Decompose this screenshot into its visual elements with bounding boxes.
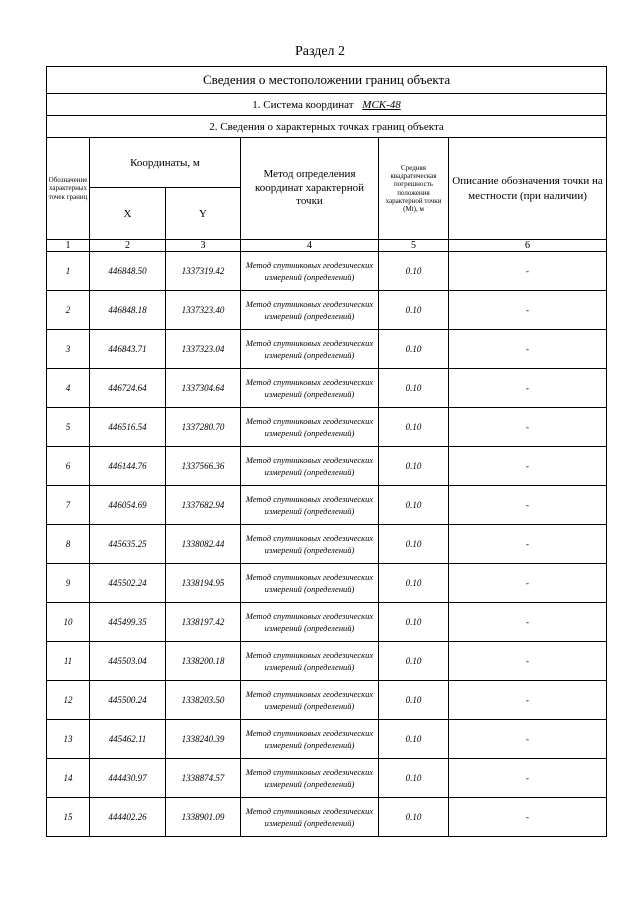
cell-coord-x: 446516.54 bbox=[90, 408, 166, 447]
cell-accuracy: 0.10 bbox=[379, 642, 449, 681]
column-number: 3 bbox=[166, 240, 241, 252]
cell-point-id: 6 bbox=[47, 447, 90, 486]
cell-coord-y: 1338874.57 bbox=[166, 759, 241, 798]
cell-coord-y: 1337280.70 bbox=[166, 408, 241, 447]
column-number: 2 bbox=[90, 240, 166, 252]
cell-method: Метод спутниковых геодезических измерений (определений) bbox=[241, 603, 379, 642]
table-row bbox=[47, 681, 607, 720]
cell-coord-y: 1338194.95 bbox=[166, 564, 241, 603]
cell-coord-x: 446848.50 bbox=[90, 252, 166, 291]
cell-point-id: 5 bbox=[47, 408, 90, 447]
table-row bbox=[47, 603, 607, 642]
cell-accuracy: 0.10 bbox=[379, 603, 449, 642]
cell-method: Метод спутниковых геодезических измерений (определений) bbox=[241, 798, 379, 837]
cell-coord-y: 1337566.36 bbox=[166, 447, 241, 486]
cell-coord-x: 446843.71 bbox=[90, 330, 166, 369]
cell-point-id: 11 bbox=[47, 642, 90, 681]
table-row bbox=[47, 642, 607, 681]
cell-point-id: 12 bbox=[47, 681, 90, 720]
cell-desc: - bbox=[449, 798, 607, 837]
cell-coord-y: 1337319.42 bbox=[166, 252, 241, 291]
cell-coord-x: 444430.97 bbox=[90, 759, 166, 798]
cell-coord-y: 1338082.44 bbox=[166, 525, 241, 564]
cell-point-id: 8 bbox=[47, 525, 90, 564]
cell-desc: - bbox=[449, 369, 607, 408]
header-description: Описание обозначения точки на местности (при наличии) bbox=[449, 138, 607, 240]
cell-accuracy: 0.10 bbox=[379, 486, 449, 525]
table-row bbox=[47, 252, 607, 291]
cell-coord-x: 445503.04 bbox=[90, 642, 166, 681]
cell-coord-x: 444402.26 bbox=[90, 798, 166, 837]
table-body bbox=[47, 252, 607, 837]
cell-accuracy: 0.10 bbox=[379, 447, 449, 486]
cell-desc: - bbox=[449, 759, 607, 798]
table-row bbox=[47, 369, 607, 408]
cell-method: Метод спутниковых геодезических измерений (определений) bbox=[241, 525, 379, 564]
cell-desc: - bbox=[449, 681, 607, 720]
cell-point-id: 15 bbox=[47, 798, 90, 837]
table-row bbox=[47, 720, 607, 759]
cell-accuracy: 0.10 bbox=[379, 369, 449, 408]
cell-desc: - bbox=[449, 525, 607, 564]
cell-point-id: 9 bbox=[47, 564, 90, 603]
cell-desc: - bbox=[449, 447, 607, 486]
cell-desc: - bbox=[449, 252, 607, 291]
coord-system-value: МСК-48 bbox=[362, 98, 401, 111]
cell-point-id: 1 bbox=[47, 252, 90, 291]
table-row bbox=[47, 798, 607, 837]
cell-accuracy: 0.10 bbox=[379, 798, 449, 837]
cell-coord-x: 445502.24 bbox=[90, 564, 166, 603]
cell-method: Метод спутниковых геодезических измерений (определений) bbox=[241, 642, 379, 681]
coord-system-label: 1. Система координат bbox=[252, 98, 354, 111]
cell-method: Метод спутниковых геодезических измерений (определений) bbox=[241, 564, 379, 603]
header-coordinates: Координаты, м bbox=[90, 138, 241, 188]
cell-desc: - bbox=[449, 564, 607, 603]
cell-desc: - bbox=[449, 330, 607, 369]
cell-coord-x: 446054.69 bbox=[90, 486, 166, 525]
cell-point-id: 3 bbox=[47, 330, 90, 369]
cell-method: Метод спутниковых геодезических измерений (определений) bbox=[241, 759, 379, 798]
table-row bbox=[47, 759, 607, 798]
cell-coord-y: 1337323.04 bbox=[166, 330, 241, 369]
header-x: X bbox=[90, 188, 166, 240]
column-number: 4 bbox=[241, 240, 379, 252]
coord-system-row bbox=[47, 94, 607, 116]
cell-method: Метод спутниковых геодезических измерений (определений) bbox=[241, 720, 379, 759]
cell-method: Метод спутниковых геодезических измерений (определений) bbox=[241, 408, 379, 447]
cell-point-id: 13 bbox=[47, 720, 90, 759]
cell-method: Метод спутниковых геодезических измерений (определений) bbox=[241, 252, 379, 291]
cell-desc: - bbox=[449, 486, 607, 525]
cell-point-id: 2 bbox=[47, 291, 90, 330]
cell-coord-y: 1338203.50 bbox=[166, 681, 241, 720]
table-row bbox=[47, 564, 607, 603]
cell-coord-y: 1337304.64 bbox=[166, 369, 241, 408]
cell-coord-y: 1338200.18 bbox=[166, 642, 241, 681]
points-section-label: 2. Сведения о характерных точках границ объекта bbox=[47, 116, 607, 138]
table-row bbox=[47, 447, 607, 486]
cell-desc: - bbox=[449, 291, 607, 330]
cell-coord-y: 1338901.09 bbox=[166, 798, 241, 837]
cell-method: Метод спутниковых геодезических измерений (определений) bbox=[241, 330, 379, 369]
cell-accuracy: 0.10 bbox=[379, 759, 449, 798]
cell-desc: - bbox=[449, 408, 607, 447]
section-title: Раздел 2 bbox=[294, 44, 346, 59]
cell-coord-x: 445635.25 bbox=[90, 525, 166, 564]
cell-point-id: 7 bbox=[47, 486, 90, 525]
cell-accuracy: 0.10 bbox=[379, 408, 449, 447]
cell-coord-y: 1338240.39 bbox=[166, 720, 241, 759]
table-row bbox=[47, 525, 607, 564]
table-row bbox=[47, 486, 607, 525]
cell-coord-x: 445499.35 bbox=[90, 603, 166, 642]
cell-accuracy: 0.10 bbox=[379, 720, 449, 759]
cell-method: Метод спутниковых геодезических измерений (определений) bbox=[241, 291, 379, 330]
cell-accuracy: 0.10 bbox=[379, 330, 449, 369]
cell-accuracy: 0.10 bbox=[379, 681, 449, 720]
cell-coord-x: 446848.18 bbox=[90, 291, 166, 330]
column-number: 1 bbox=[47, 240, 90, 252]
cell-coord-y: 1337682.94 bbox=[166, 486, 241, 525]
cell-coord-y: 1337323.40 bbox=[166, 291, 241, 330]
cell-coord-x: 446144.76 bbox=[90, 447, 166, 486]
header-method: Метод определения координат характерной точки bbox=[241, 138, 379, 240]
cell-desc: - bbox=[449, 642, 607, 681]
cell-coord-y: 1338197.42 bbox=[166, 603, 241, 642]
column-number: 5 bbox=[379, 240, 449, 252]
cell-coord-x: 445462.11 bbox=[90, 720, 166, 759]
cell-method: Метод спутниковых геодезических измерений (определений) bbox=[241, 486, 379, 525]
header-accuracy: Средняя квадратическая погрешность положения характерной точки (Mt), м bbox=[379, 138, 449, 240]
table-title: Сведения о местоположении границ объекта bbox=[47, 67, 607, 94]
cell-accuracy: 0.10 bbox=[379, 525, 449, 564]
table-row bbox=[47, 408, 607, 447]
column-number: 6 bbox=[449, 240, 607, 252]
cell-coord-x: 445500.24 bbox=[90, 681, 166, 720]
cell-point-id: 4 bbox=[47, 369, 90, 408]
cell-accuracy: 0.10 bbox=[379, 291, 449, 330]
cell-method: Метод спутниковых геодезических измерений (определений) bbox=[241, 447, 379, 486]
cell-point-id: 14 bbox=[47, 759, 90, 798]
cell-coord-x: 446724.64 bbox=[90, 369, 166, 408]
table-row bbox=[47, 330, 607, 369]
cell-accuracy: 0.10 bbox=[379, 564, 449, 603]
cell-method: Метод спутниковых геодезических измерений (определений) bbox=[241, 681, 379, 720]
header-designation: Обозначение характерных точек границ bbox=[47, 138, 90, 240]
table-row bbox=[47, 291, 607, 330]
boundary-table bbox=[46, 66, 607, 837]
header-y: Y bbox=[166, 188, 241, 240]
cell-point-id: 10 bbox=[47, 603, 90, 642]
cell-desc: - bbox=[449, 720, 607, 759]
cell-desc: - bbox=[449, 603, 607, 642]
cell-accuracy: 0.10 bbox=[379, 252, 449, 291]
cell-method: Метод спутниковых геодезических измерений (определений) bbox=[241, 369, 379, 408]
